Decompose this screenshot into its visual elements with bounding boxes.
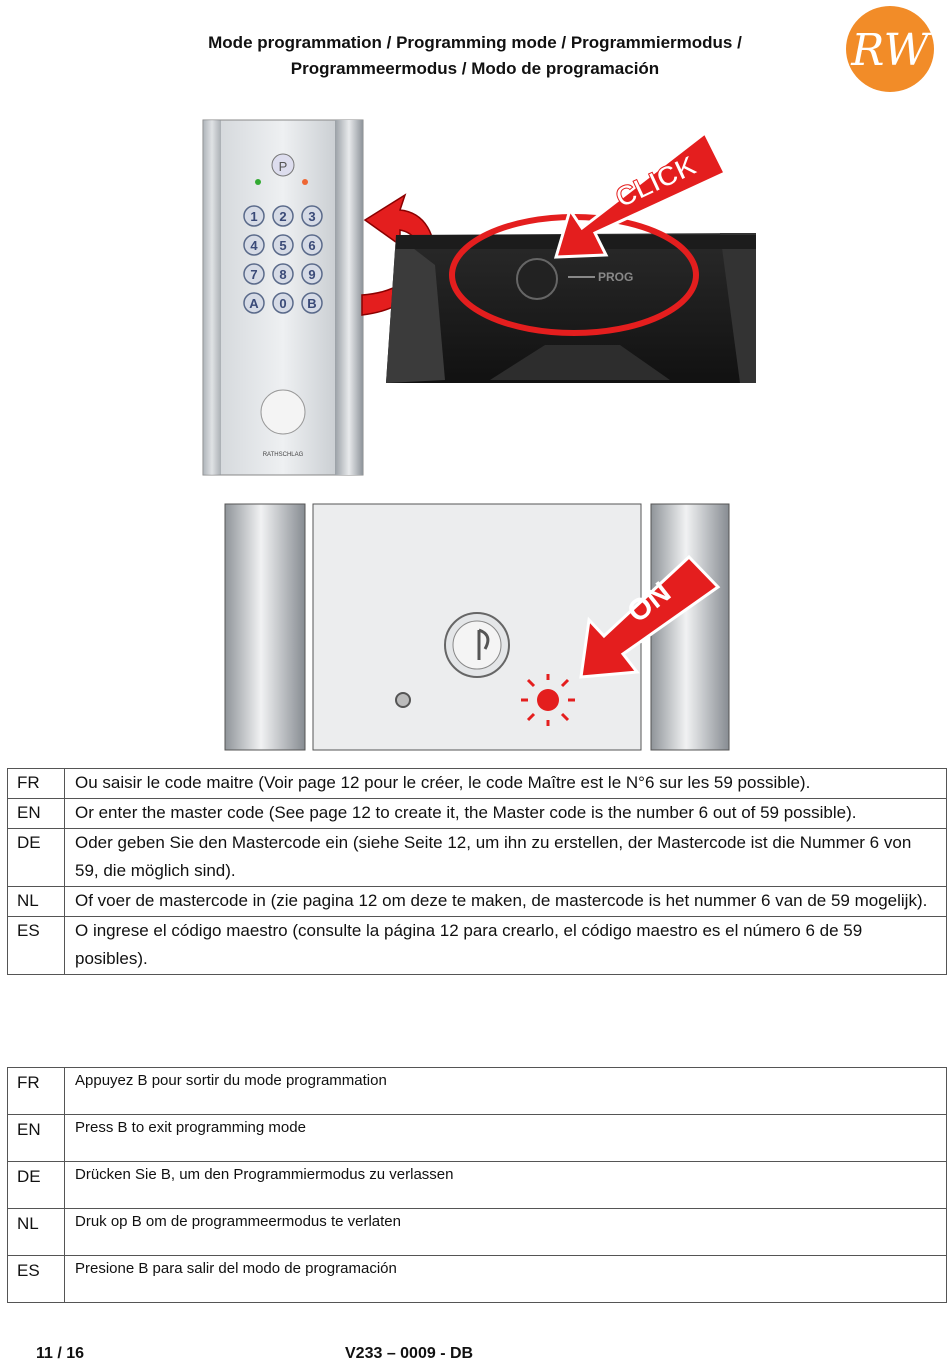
language-code: FR [8,769,65,799]
language-code: EN [8,1115,65,1162]
language-code: EN [8,799,65,829]
language-code: DE [8,1162,65,1209]
page-number: 11 / 16 [36,1345,85,1362]
instruction-text: Druk op B om de programmeermodus te verlaten [65,1209,947,1256]
keypad-key-label: 8 [279,267,287,282]
instruction-text: Presione B para salir del modo de programación [65,1256,947,1303]
keypad-key-label: 4 [250,238,258,253]
instruction-text: Press B to exit programming mode [65,1115,947,1162]
keypad-key-label: B [307,296,317,311]
keypad-device [203,120,363,475]
keypad-key-label: A [249,296,259,311]
table-row [8,799,947,829]
table-row [8,917,947,975]
instruction-text: Appuyez B pour sortir du mode programmation [65,1068,947,1115]
page-title [150,30,800,82]
instruction-text: Ou saisir le code maitre (Voir page 12 pour le créer, le code Maître est le N°6 sur les 59 possible). [65,769,947,799]
table-row [8,1068,947,1115]
table-row [8,1162,947,1209]
instruction-text: O ingrese el código maestro (consulte la página 12 para crearlo, el código maestro es el número 6 de 59 posibles). [65,917,947,975]
page-title-line-2: Programmeermodus / Modo de programación [290,59,660,78]
logo-text: RW [851,25,929,76]
instruction-text: Of voer de mastercode in (zie pagina 12 om deze te maken, de mastercode is het nummer 6 van de 59 mogelijk). [65,887,947,917]
table-row [8,1256,947,1303]
table-row [8,887,947,917]
language-code: ES [8,917,65,975]
language-code: NL [8,1209,65,1256]
keypad-key-label: 0 [279,296,287,311]
language-code: FR [8,1068,65,1115]
instruction-text: Drücken Sie B, um den Programmiermodus zu verlassen [65,1162,947,1209]
language-code: ES [8,1256,65,1303]
table-row [8,1115,947,1162]
keypad-figure [200,115,760,480]
master-code-table [7,768,947,975]
instruction-text: Or enter the master code (See page 12 to create it, the Master code is the number 6 out of 59 possible). [65,799,947,829]
on-label: ON [621,575,678,630]
keypad-key-label: 6 [308,238,316,253]
table-row [8,829,947,887]
keypad-key-label: 9 [308,267,316,282]
keypad-key-label: 7 [250,267,258,282]
led-on-figure [223,502,731,752]
prog-key-label: P [278,159,288,174]
language-code: NL [8,887,65,917]
instruction-text: Oder geben Sie den Mastercode ein (siehe Seite 12, um ihn zu erstellen, der Mastercode ist die Nummer 6 von 59, die möglich sind). [65,829,947,887]
exit-programming-table [7,1067,947,1303]
brand-text: RATHSCHLAG [262,452,304,458]
click-label: CLICK [610,149,702,214]
prog-label: PROG [598,270,634,284]
page-title-line-1: Mode programmation / Programming mode / Programmiermodus / [208,33,742,52]
document-reference: V233 – 0009 - DB [345,1345,474,1362]
language-code: DE [8,829,65,887]
keypad-key-label: 3 [308,209,316,224]
rw-logo [845,5,935,93]
keypad-key-label: 1 [250,209,258,224]
keypad-key-label: 2 [279,209,287,224]
table-row [8,1209,947,1256]
keypad-key-label: 5 [279,238,287,253]
table-row [8,769,947,799]
